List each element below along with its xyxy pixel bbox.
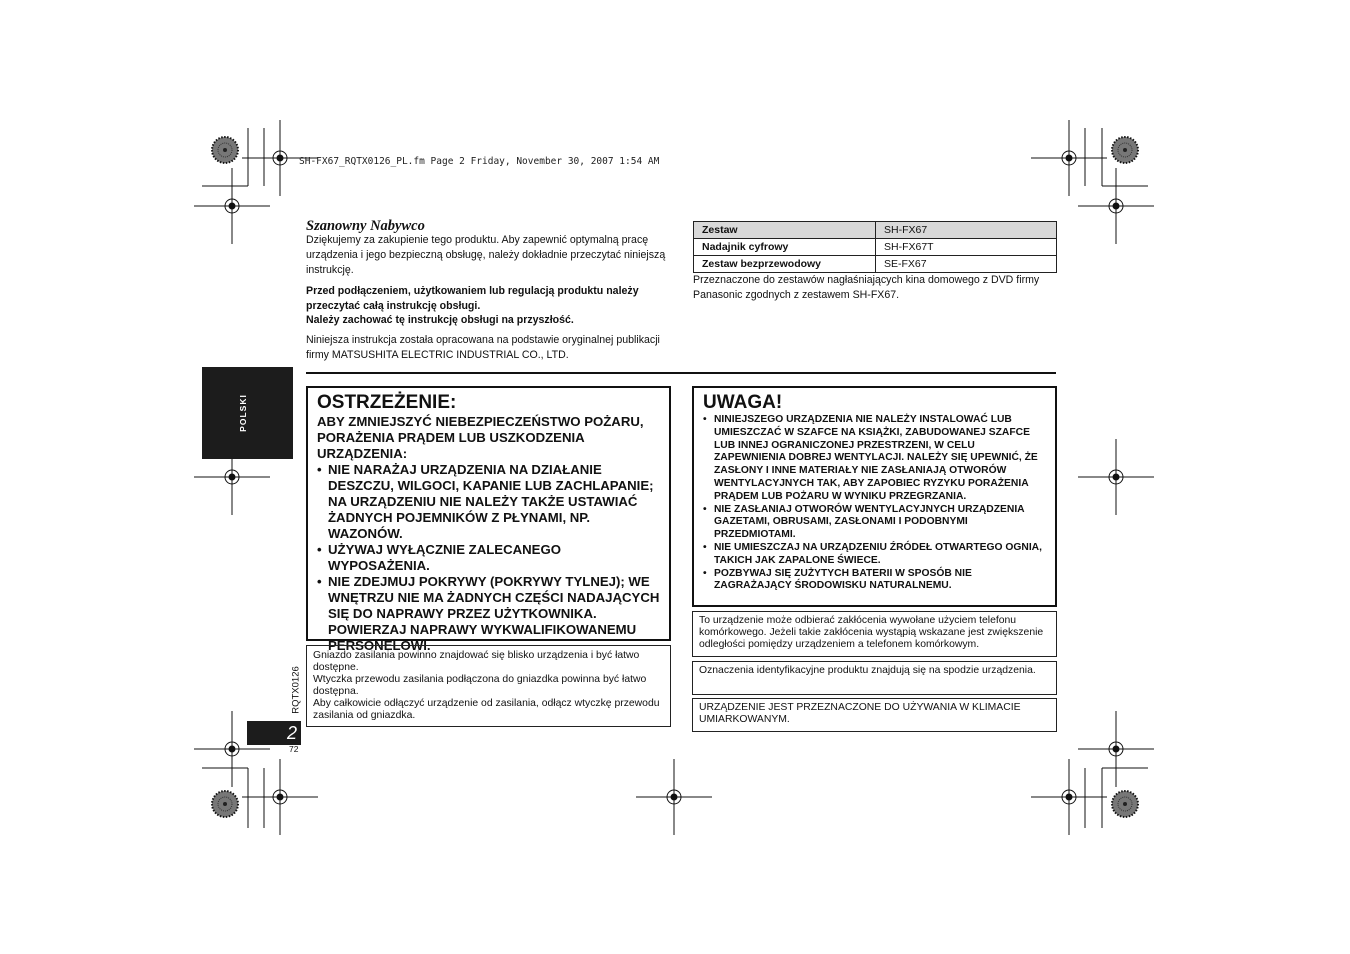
warning-title: OSTRZEŻENIE: [317,392,457,413]
model-spec-table [693,221,1057,273]
spec-label: Nadajnik cyfrowy [694,239,876,256]
table-row [694,239,1057,256]
list-item: • NIE ZASŁANIAJ OTWORÓW WENTYLACYJNYCH URZĄDZENIA GAZETAMI, OBRUSAMI, ZASŁONAMI I PODOBNYMI PRZEDMIOTAMI. [703,504,1047,542]
list-item: • POZBYWAJ SIĘ ZUŻYTYCH BATERII W SPOSÓB NIE ZAGRAŻAJĄCY ŚRODOWISKU NATURALNEMU. [703,568,1047,594]
table-row [694,256,1057,273]
warning-box [306,386,671,653]
list-item: • NIE NARAŻAJ URZĄDZENIA NA DZIAŁANIE DESZCZU, WILGOCI, KAPANIE LUB ZACHLAPANIE; NA URZĄDZENIU NIE NALEŻY TAKŻE USTAWIAĆ ŻADNYCH POJEMNIKÓW Z PŁYNAMI, NP. WAZONÓW. [317,462,661,542]
file-header-line: SH-FX67_RQTX0126_PL.fm Page 2 Friday, November 30, 2007 1:54 AM [299,156,660,167]
greeting-title: Szanowny Nabywco [306,218,425,234]
id-marks-note: Oznaczenia identyfikacyjne produktu znajdują się na spodzie urządzenia. [692,661,1057,695]
section-divider [306,372,1056,374]
power-note-line: Aby całkowicie odłączyć urządzenie od zasilania, odłącz wtyczkę przewodu zasilania od gniazdka. [313,698,660,721]
spec-label: Zestaw [694,222,876,239]
caution-box [692,386,1057,607]
spec-value: SH-FX67 [876,222,1057,239]
keep-manual-notice: Należy zachować tę instrukcję obsługi na przyszłość. [306,314,574,326]
caution-list [703,414,1047,593]
power-note-line: Wtyczka przewodu zasilania podłączona do gniazdka powinna być łatwo dostępna. [313,674,647,697]
read-manual-notice: Przed podłączeniem, użytkowaniem lub regulacją produktu należy przeczytać całą instrukcję obsługi. [306,285,639,312]
climate-note: URZĄDZENIE JEST PRZEZNACZONE DO UŻYWANIA W KLIMACIE UMIARKOWANYM. [692,698,1057,732]
list-item: • UŻYWAJ WYŁĄCZNIE ZALECANEGO WYPOSAŻENIA. [317,542,661,574]
page-number: 2 [286,723,297,743]
compatibility-note: Przeznaczone do zestawów nagłaśniających kina domowego z DVD firmy Panasonic zgodnych z zestawem SH-FX67. [693,274,1040,301]
page-small-number: 72 [289,744,299,754]
power-note-line: Gniazdo zasilania powinno znajdować się blisko urządzenia i być łatwo dostępne. [313,650,640,673]
table-row [694,222,1057,239]
phone-interference-note: To urządzenie może odbierać zakłócenia wywołane użyciem telefonu komórkowego. Jeżeli takie zakłócenia wystąpią wskazane jest zwiększenie odległości pomiędzy urządzeniem a telefonem komórkowym. [692,611,1057,657]
document-code: RQTX0126 [290,666,302,714]
source-publication-note: Niniejsza instrukcja została opracowana na podstawie oryginalnej publikacji firmy MATSUSHITA ELECTRIC INDUSTRIAL CO., LTD. [306,334,660,361]
warning-body [317,414,661,654]
language-tab-label: POLSKI [238,394,248,432]
list-item: • NIE UMIESZCZAJ NA URZĄDZENIU ŹRÓDEŁ OTWARTEGO OGNIA, TAKICH JAK ZAPALONE ŚWIECE. [703,542,1047,568]
list-item: • NIE ZDEJMUJ POKRYWY (POKRYWY TYLNEJ); WE WNĘTRZU NIE MA ŻADNYCH CZĘŚCI NADAJĄCYCH SIĘ DO NAPRAWY PRZEZ UŻYTKOWNIKA. POWIERZAJ NAPRAWY WYKWALIFIKOWANEMU PERSONELOWI. [317,574,661,654]
caution-body [703,414,1047,593]
spec-value: SE-FX67 [876,256,1057,273]
list-item: • NINIEJSZEGO URZĄDZENIA NIE NALEŻY INSTALOWAĆ LUB UMIESZCZAĆ W SZAFCE NA KSIĄŻKI, ZABUDOWANEJ SZAFCE LUB INNEJ OGRANICZONEJ PRZESTRZENI, W CELU ZAPEWNIENIA DOBREJ WENTYLACJI. NALEŻY SIĘ UPEWNIĆ, ŻE ZASŁONY I INNE MATERIAŁY NIE ZASŁANIAJĄ OTWORÓW WENTYLACYJNYCH TAK, ABY ZAPOBIEC RYZYKU PORAŻENIA PRĄDEM LUB POŻARU W WYNIKU PRZEGRZANIA. [703,414,1047,504]
spec-value: SH-FX67T [876,239,1057,256]
thanks-paragraph: Dziękujemy za zakupienie tego produktu. Aby zapewnić optymalną pracę urządzenia i jego bezpieczną obsługę, należy dokładnie przeczytać niniejszą instrukcję. [306,234,666,276]
spec-label: Zestaw bezprzewodowy [694,256,876,273]
warning-list [317,462,661,654]
warning-lead: ABY ZMNIEJSZYĆ NIEBEZPIECZEŃSTWO POŻARU, PORAŻENIA PRĄDEM LUB USZKODZENIA URZĄDZENIA: [317,414,644,461]
caution-title: UWAGA! [703,392,783,413]
power-supply-note [306,645,671,727]
